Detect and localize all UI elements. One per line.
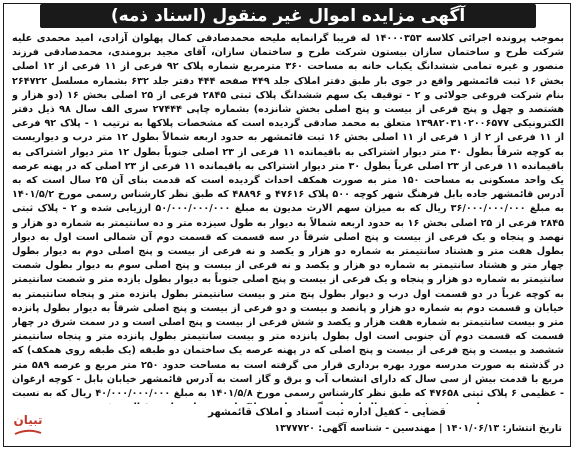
logo-swoosh-icon	[13, 427, 43, 437]
notice-title: آگهی مزایده اموال غیر منقول (اسناد ذمه)	[40, 4, 536, 28]
notice-body: بموجب پرونده اجرائی کلاسه ۱۴۰۰۰۳۵۳ له فریبا گرانمایه ملیحه محمدصادقی کمال پهلوان آزادی، امید محمدی علیه شرکت طرح و ساختمان سازان بیستون شرکت طرح و ساختمان سازان، آقای مجید برومندی، محمدصادقی فرزند منصور و غیره تمامی ششدانگ یکباب خانه به مساحت ۳۶۰ مترمربع شماره پلاک ۹۲ فرعی از ۱۱ فرعی از ۱۲ اصلی بخش ۱۶ ثبت قائمشهر واقع در جوی بار طبق دفتر املاک جلد ۴۴۹ صفحه ۴۴۴ دفتر جلد ۶۳۲ بشماره مسلسل ۲۶۴۷۲۲ بنام شرکت فروغی جولائی و ۲ - توقیف یک سهم ششدانگ پلاک ثبتی ۲۸۴۵ فرعی از ۲۵ اصلی بخش ۱۶ (دو هزار و هشتصد و چهل و پنج فرعی از بیست و پنج اصلی بخش شانزده) بشماره چاپی ۲۷۴۴۴ سری الف سال ۹۸ ذیل دفتر الکترونیکی ۱۳۹۸۲۰۳۱۰۲۰۰۶۵۷۷ متعلق به محمد صادقی گردیده است که مشخصات پلاکها به ترتیب ۱ - پلاک ۹۲ فرعی از ۱۱ فرعی از ۲ از ۱ فرعی از ۱۱ اصلی بخش ۱۶ ثبت قائمشهر به حدود اربعه شمالاً بطول ۱۲ متر درب و دیواریست به کوچه شرقاً بطول ۳۰ متر دیوار اشتراکی به باقیمانده ۱۱ فرعی از ۲۳ اصلی جنوباً بطول ۱۲ متر دیوار اشتراکی به باقیمانده ۱۱ فرعی از ۲۳ اصلی غرباً بطول ۳۰ متر دیوار اشتراکی به باقیمانده ۱۱ فرعی از ۲۳ اصلی که در پهنه عرصه یک واحد مسکونی به مساحت ۱۵۰ متر به صورت همکف احداث گردیده است که قدمت بنای آن ۲۵ سال است که به آدرس قائمشهر جاده بابل فرهنگ شهر کوچه ۵۰۰ پلاک ۴۷۶۱۶ و ۴۸۸۹۶ که طبق نظر کارشناس رسمی مورخ ۱۴۰۱/۵/۲ به مبلغ ۳۶/۰۰۰/۰۰۰/۰۰۰ ریال که به میزان سهم الارث مدیون به مبلغ ۵۰/۰۰۰/۰۰۰/۰۰۰ ارزیابی شده و ۲ - پلاک ثبتی ۲۸۴۵ فرعی از ۲۵ اصلی بخش ۱۶ به حدود اربعه شمالاً به دیوار به طول سیزده متر و ده سانتیمتر به شماره دو هزار و نهصد و پنجاه و یک فرعی از بیست و پنج اصلی شرقاً در سه قسمت که قسمت دوم آن شمالی است اول به دیوار بطول هفت متر و هشتاد سانتیمتر به شماره دو هزار و یکصد و نه فرعی از بیست و پنج اصلی دوم به دیوار بطول چهار متر و هشتاد سانتیمتر به شماره دو هزار و یکصد و نه فرعی از بیست و پنج اصلی سوم به دیوار بطول شصت سانتیمتر به شماره دو هزار و پنجاه و یک فرعی از بیست و پنج اصلی جنوباً به دیوار بطول یازده متر و شصت سانتیمتر به کوچه غرباً در دو قسمت اول درب و دیوار بطول پنج متر و بیست سانتیمتر بطول پانزده متر و پنجاه سانتیمتر به خیابان و قسمت دوم به شماره دو هزار و پانصد و بیست و دو فرعی از بیست و پنج اصلی شرقاً به دیوار بطول پانزده متر و بیست سانتیمتر به شماره هفت هزار و یکصد و شش فرعی از بیست و پنج اصلی است و در سمت شرق در چهار قسمت که قسمت دوم آن جنوبی است اول بطول پانزده متر و بیست سانتیمتر بطول پانزده متر و پنجاه سانتیمتر ششصد و بیست و پنج فرعی از بیست و پنج اصلی که در پهنه عرصه یک ساختمان دو طبقه (یک طبقه روی همکف) که در گذشته به صورت مدرسه مورد بهره برداری قرار می گرفته است به مساحت حدود ۲۵۰ متر مربع و عرصه ۵۸۹ متر مربع با قدمت بیش از سی سال که دارای انشعاب آب و برق و گاز است به آدرس قائمشهر خیابان بابل - کوچه ارغوان - عظیمی ۶ پلاک ثبتی ۴۷۶۵۸ که طبق نظر کارشناس رسمی مورخ ۱۴۰۱/۵/۸ به مبلغ ۴۰/۰۰۰/۰۰۰/۰۰۰ ریال که به نسبت	[12, 33, 564, 400]
logo-text: تبیان	[13, 413, 43, 427]
notice-footer	[92, 406, 562, 436]
publication-meta: تاریخ انتشار: ۱۴۰۱/۰۶/۱۳ | مهندسین - شناسه آگهی: ۱۳۷۷۷۲۰	[274, 423, 562, 434]
publisher-logo	[6, 410, 50, 440]
issuing-office: قضایی - کفیل اداره ثبت اسناد و املاک قائمشهر	[208, 407, 446, 418]
